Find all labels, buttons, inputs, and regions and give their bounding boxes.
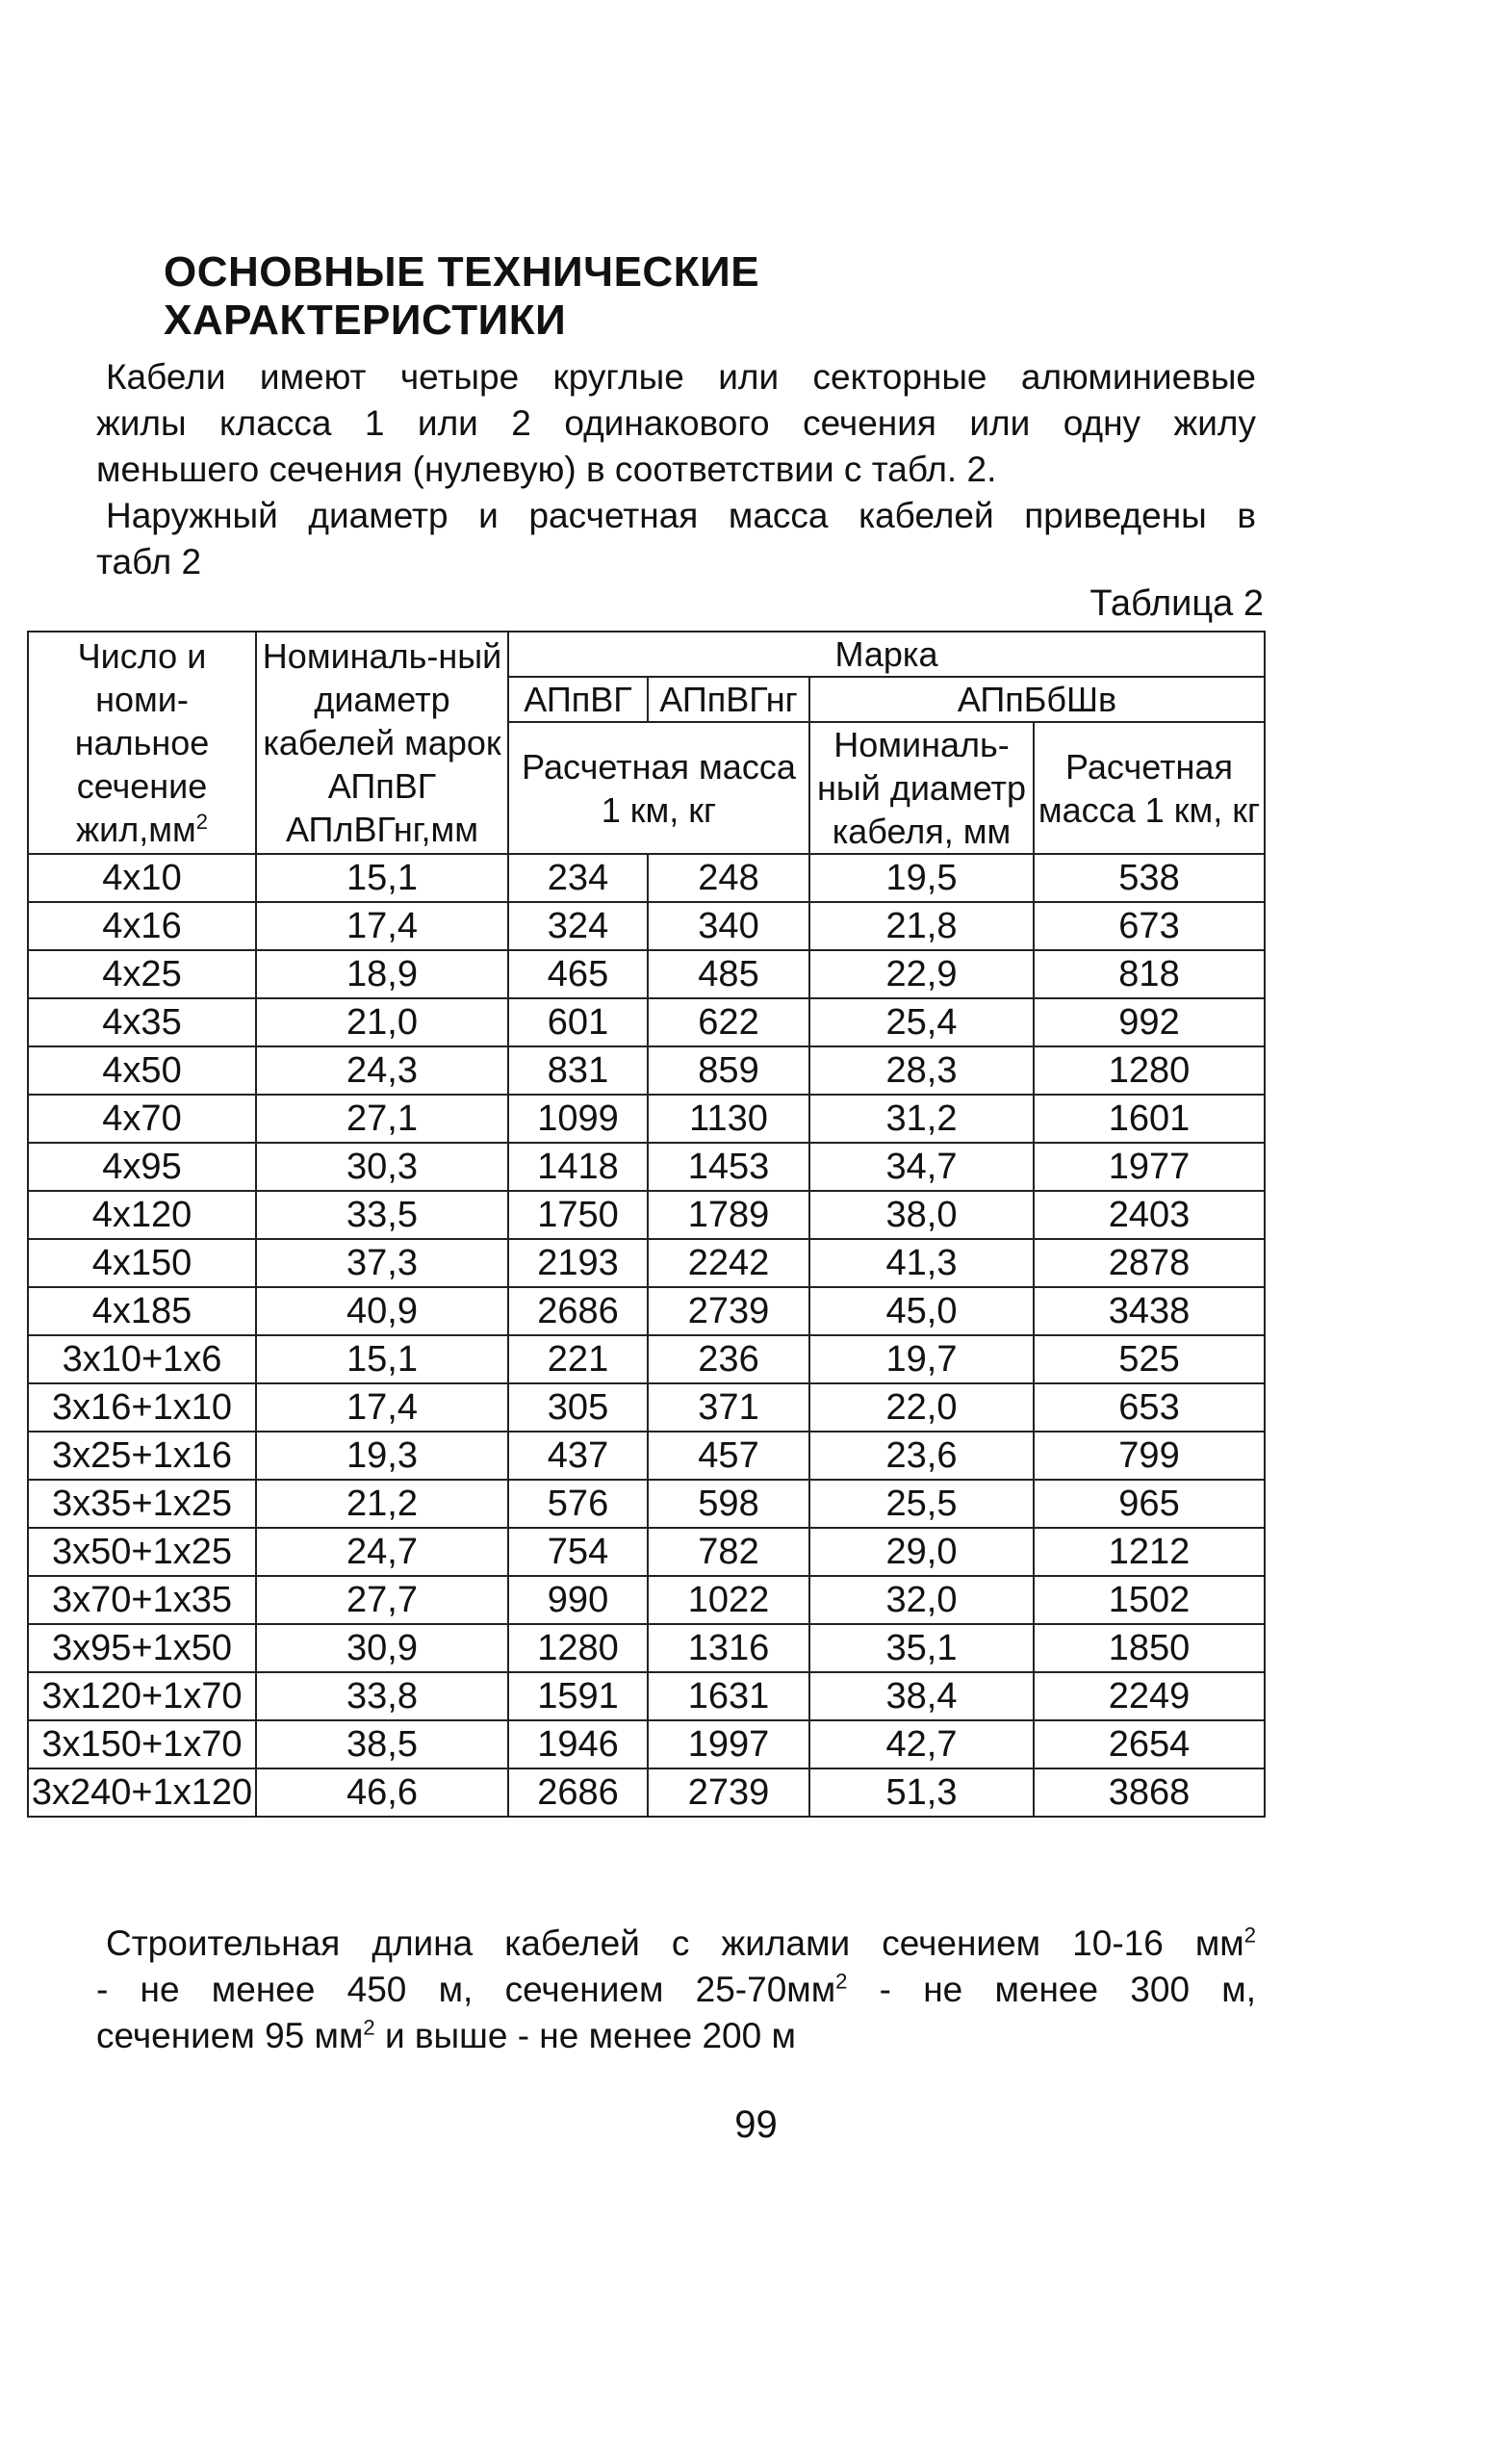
header-apbbshv: АПпБбШв (809, 677, 1265, 722)
table-cell: 1130 (648, 1095, 809, 1143)
header-diameter-apvg: Номиналь-ный диаметр кабелей марок АПпВГ АПлВГнг,мм (256, 632, 508, 854)
table-cell: 2878 (1034, 1239, 1265, 1287)
table-cell: 15,1 (256, 1335, 508, 1383)
table-cell: 40,9 (256, 1287, 508, 1335)
table-cell: 21,2 (256, 1480, 508, 1528)
table-cell: 27,1 (256, 1095, 508, 1143)
table-cell: 1977 (1034, 1143, 1265, 1191)
table-cell: 22,0 (809, 1383, 1034, 1432)
footer-paragraph (96, 1921, 1256, 2059)
table-cell: 248 (648, 854, 809, 902)
table-cell: 3x10+1x6 (28, 1335, 256, 1383)
table-cell: 1316 (648, 1624, 809, 1672)
table-cell: 754 (508, 1528, 648, 1576)
table-cell: 1280 (1034, 1046, 1265, 1095)
table-cell: 1280 (508, 1624, 648, 1672)
table-cell: 18,9 (256, 950, 508, 998)
table-cell: 2739 (648, 1768, 809, 1817)
table-cell: 51,3 (809, 1768, 1034, 1817)
table-cell: 622 (648, 998, 809, 1046)
table-cell: 3x70+1x35 (28, 1576, 256, 1624)
page-title: ОСНОВНЫЕ ТЕХНИЧЕСКИЕ ХАРАКТЕРИСТИКИ (164, 248, 760, 344)
table-cell: 30,3 (256, 1143, 508, 1191)
table-cell: 1453 (648, 1143, 809, 1191)
table-cell: 2739 (648, 1287, 809, 1335)
header-marka: Марка (508, 632, 1265, 677)
table-cell: 37,3 (256, 1239, 508, 1287)
table-cell: 19,7 (809, 1335, 1034, 1383)
cable-specs-table (27, 631, 1266, 1818)
table-cell: 818 (1034, 950, 1265, 998)
table-cell: 4x35 (28, 998, 256, 1046)
table-cell: 30,9 (256, 1624, 508, 1672)
table-row (28, 998, 1265, 1046)
table-cell: 2686 (508, 1287, 648, 1335)
table-row (28, 902, 1265, 950)
table-cell: 1022 (648, 1576, 809, 1624)
table-cell: 2242 (648, 1239, 809, 1287)
table-row (28, 1528, 1265, 1576)
intro-line: Наружный диаметр и расчетная масса кабелей приведены в (106, 496, 1256, 535)
table-cell: 23,6 (809, 1432, 1034, 1480)
table-cell: 45,0 (809, 1287, 1034, 1335)
table-cell: 24,3 (256, 1046, 508, 1095)
table-cell: 29,0 (809, 1528, 1034, 1576)
table-cell: 33,8 (256, 1672, 508, 1720)
table-cell: 38,4 (809, 1672, 1034, 1720)
table-row (28, 950, 1265, 998)
table-row (28, 1720, 1265, 1768)
table-cell: 3x35+1x25 (28, 1480, 256, 1528)
table-cell: 2654 (1034, 1720, 1265, 1768)
table-cell: 992 (1034, 998, 1265, 1046)
header-diameter-apbbshv: Номиналь-ный диаметр кабеля, мм (809, 722, 1034, 854)
table-cell: 485 (648, 950, 809, 998)
table-cell: 3x240+1x120 (28, 1768, 256, 1817)
table-cell: 598 (648, 1480, 809, 1528)
table-cell: 465 (508, 950, 648, 998)
table-cell: 3x150+1x70 (28, 1720, 256, 1768)
table-row (28, 1335, 1265, 1383)
table-cell: 2686 (508, 1768, 648, 1817)
table-cell: 46,6 (256, 1768, 508, 1817)
table-cell: 22,9 (809, 950, 1034, 998)
table-cell: 1591 (508, 1672, 648, 1720)
table-cell: 4x150 (28, 1239, 256, 1287)
table-caption: Таблица 2 (1089, 583, 1264, 624)
table-cell: 3868 (1034, 1768, 1265, 1817)
header-apvg: АПпВГ (508, 677, 648, 722)
footer-line: Строительная длина кабелей с жилами сечением 10-16 $мм^2$ (106, 1923, 1256, 1963)
intro-line: табл 2 (96, 542, 202, 581)
page-number: 99 (734, 2104, 778, 2146)
table-cell: 4x16 (28, 902, 256, 950)
table-row (28, 1191, 1265, 1239)
table-cell: 1418 (508, 1143, 648, 1191)
table-cell: 1789 (648, 1191, 809, 1239)
table-cell: 799 (1034, 1432, 1265, 1480)
table-cell: 601 (508, 998, 648, 1046)
table-cell: 437 (508, 1432, 648, 1480)
table-cell: 3x16+1x10 (28, 1383, 256, 1432)
table-cell: 525 (1034, 1335, 1265, 1383)
table-row (28, 1143, 1265, 1191)
table-cell: 324 (508, 902, 648, 950)
table-cell: 17,4 (256, 1383, 508, 1432)
table-cell: 1631 (648, 1672, 809, 1720)
table-cell: 21,0 (256, 998, 508, 1046)
table-cell: 305 (508, 1383, 648, 1432)
header-mass-shared: Расчетная масса 1 км, кг (508, 722, 809, 854)
table-cell: 4x185 (28, 1287, 256, 1335)
table-cell: 782 (648, 1528, 809, 1576)
table-cell: 4x120 (28, 1191, 256, 1239)
table-row (28, 1046, 1265, 1095)
table-cell: 2193 (508, 1239, 648, 1287)
table-cell: 673 (1034, 902, 1265, 950)
table-cell: 28,3 (809, 1046, 1034, 1095)
table-row (28, 1287, 1265, 1335)
table-cell: 2249 (1034, 1672, 1265, 1720)
table-cell: 1750 (508, 1191, 648, 1239)
table-cell: 457 (648, 1432, 809, 1480)
table-cell: 27,7 (256, 1576, 508, 1624)
table-cell: 41,3 (809, 1239, 1034, 1287)
table-cell: 3x95+1x50 (28, 1624, 256, 1672)
table-cell: 859 (648, 1046, 809, 1095)
table-cell: 538 (1034, 854, 1265, 902)
table-cell: 1946 (508, 1720, 648, 1768)
table-cell: 4x25 (28, 950, 256, 998)
table-cell: 236 (648, 1335, 809, 1383)
table-cell: 4x10 (28, 854, 256, 902)
header-section: Число и номи-нальное сечение $жил,мм^2$ (28, 632, 256, 854)
table-cell: 33,5 (256, 1191, 508, 1239)
table-cell: 19,3 (256, 1432, 508, 1480)
table-cell: 1099 (508, 1095, 648, 1143)
table-cell: 3x50+1x25 (28, 1528, 256, 1576)
table-cell: 3438 (1034, 1287, 1265, 1335)
table-row (28, 1576, 1265, 1624)
table-cell: 25,5 (809, 1480, 1034, 1528)
table-cell: 35,1 (809, 1624, 1034, 1672)
table-cell: 1212 (1034, 1528, 1265, 1576)
table-row (28, 1480, 1265, 1528)
table-cell: 42,7 (809, 1720, 1034, 1768)
table-cell: 38,5 (256, 1720, 508, 1768)
header-mass-apbbshv: Расчетная масса 1 км, кг (1034, 722, 1265, 854)
table-row (28, 1095, 1265, 1143)
table-cell: 4x95 (28, 1143, 256, 1191)
table-row (28, 1768, 1265, 1817)
table-cell: 19,5 (809, 854, 1034, 902)
table-cell: 25,4 (809, 998, 1034, 1046)
table-cell: 15,1 (256, 854, 508, 902)
table-row (28, 1624, 1265, 1672)
table-cell: 1502 (1034, 1576, 1265, 1624)
table-cell: 21,8 (809, 902, 1034, 950)
table-cell: 34,7 (809, 1143, 1034, 1191)
table-cell: 990 (508, 1576, 648, 1624)
footer-line: - не менее 450 м, сечением $25-70мм^2$ - не менее 300 м, (96, 1969, 1256, 2009)
table-cell: 340 (648, 902, 809, 950)
table-cell: 576 (508, 1480, 648, 1528)
table-cell: 31,2 (809, 1095, 1034, 1143)
table-cell: 234 (508, 854, 648, 902)
intro-line: Кабели имеют четыре круглые или секторные алюминиевые (106, 357, 1256, 397)
intro-line: жилы класса 1 или 2 одинакового сечения или одну жилу (96, 403, 1256, 443)
table-row (28, 1383, 1265, 1432)
table-cell: 1997 (648, 1720, 809, 1768)
table-cell: 1850 (1034, 1624, 1265, 1672)
table-row (28, 854, 1265, 902)
header-apvgng: АПпВГнг (648, 677, 809, 722)
table-cell: 371 (648, 1383, 809, 1432)
table-cell: 4x50 (28, 1046, 256, 1095)
table-row (28, 1239, 1265, 1287)
table-row (28, 1432, 1265, 1480)
footer-line: сечением 95 $мм^2$ и выше - не менее 200 м (96, 2015, 796, 2055)
table-cell: 831 (508, 1046, 648, 1095)
table-cell: 38,0 (809, 1191, 1034, 1239)
table-cell: 965 (1034, 1480, 1265, 1528)
table-cell: 653 (1034, 1383, 1265, 1432)
table-cell: 4x70 (28, 1095, 256, 1143)
table-cell: 3x120+1x70 (28, 1672, 256, 1720)
intro-line: меньшего сечения (нулевую) в соответствии с табл. 2. (96, 450, 997, 489)
intro-paragraph (96, 354, 1256, 585)
table-cell: 221 (508, 1335, 648, 1383)
table-cell: 2403 (1034, 1191, 1265, 1239)
table-cell: 3x25+1x16 (28, 1432, 256, 1480)
table-cell: 17,4 (256, 902, 508, 950)
table-cell: 1601 (1034, 1095, 1265, 1143)
table-row (28, 1672, 1265, 1720)
table-cell: 24,7 (256, 1528, 508, 1576)
table-cell: 32,0 (809, 1576, 1034, 1624)
